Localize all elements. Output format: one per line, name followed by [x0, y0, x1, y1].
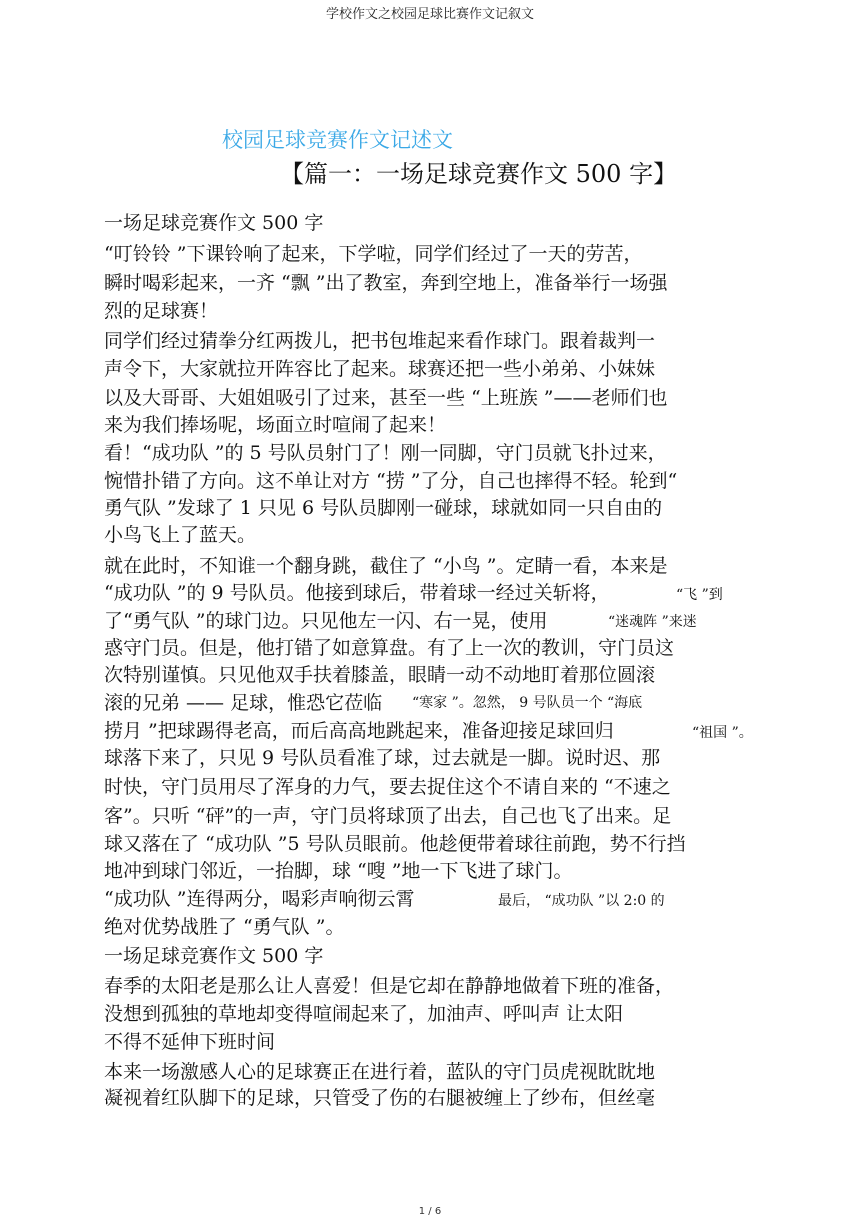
text-line: 一场足球竞赛作文 500 字	[104, 212, 324, 234]
text-line: 球落下来了，只见 9 号队员看准了球，过去就是一脚。说时迟、那	[104, 747, 661, 769]
text-line: 以及大哥哥、大姐姐吸引了过来，甚至一些 “上班族 ”——老师们也	[104, 387, 668, 409]
text-line: 客”。只听 “砰”的一声，守门员将球顶了出去，自己也飞了出来。足	[104, 805, 672, 827]
text-line: 来为我们捧场呢，场面立时喧闹了起来！	[104, 414, 447, 436]
section-subtitle: 【篇一：一场足球竞赛作文 500 字】	[280, 160, 678, 188]
text-line: 不得不延伸下班时间	[104, 1031, 276, 1053]
text-line: “成功队 ”连得两分，喝彩声响彻云霄	[104, 888, 415, 910]
text-line: 烈的足球赛！	[104, 300, 219, 322]
page-number: 1 / 6	[418, 1206, 442, 1217]
text-line: 声令下，大家就拉开阵容比了起来。球赛还把一些小弟弟、小妹妹	[104, 358, 656, 380]
text-line: 绝对优势战胜了 “勇气队 ”。	[104, 916, 345, 938]
text-line: 了“勇气队 ”的球门边。只见他左一闪、右一晃，使用	[104, 610, 548, 632]
text-line: 惑守门员。但是，他打错了如意算盘。有了上一次的教训，守门员这	[104, 637, 675, 659]
text-line: “叮铃铃 ”下课铃响了起来，下学啦，同学们经过了一天的劳苦，	[104, 243, 643, 265]
text-line: 地冲到球门邻近，一抬脚，球 “嗖 ”地一下飞进了球门。	[104, 860, 573, 882]
inline-small-text: “迷魂阵 ”来迷	[608, 614, 697, 630]
text-line: 次特别谨慎。只见他双手扶着膝盖，眼睛一动不动地盯着那位圆滚	[104, 664, 656, 686]
text-line: “成功队 ”的 9 号队员。他接到球后，带着球一经过关斩将，	[104, 582, 610, 604]
page-header: 学校作文之校园足球比赛作文记叙文	[325, 7, 534, 22]
text-line: 没想到孤独的草地却变得喧闹起来了，加油声、呼叫声 让太阳	[104, 1003, 624, 1025]
text-line: 惋惜扑错了方向。这不单让对方 “捞 ”了分，自己也摔得不轻。轮到“	[104, 470, 678, 492]
text-line: 本来一场激感人心的足球赛正在进行着，蓝队的守门员虎视眈眈地	[104, 1061, 656, 1083]
text-line: 同学们经过猜拳分红两拨儿，把书包堆起来看作球门。跟着裁判一	[104, 330, 656, 352]
text-line: 小鸟飞上了蓝天。	[104, 524, 257, 546]
text-line: 看！“成功队 ”的 5 号队员射门了！刚一同脚，守门员就飞扑过来，	[104, 442, 667, 464]
inline-small-text: “寒家 ”。忽然， 9 号队员一个 “海底	[412, 695, 643, 711]
text-line: 勇气队 ”发球了 1 只见 6 号队员脚刚一碰球，球就如同一只自由的	[104, 497, 663, 519]
text-line: 就在此时，不知谁一个翻身跳，截住了 “小鸟 ”。定睛一看，本来是	[104, 555, 668, 577]
text-line: 滚的兄弟 —— 足球，惟恐它莅临	[104, 692, 383, 714]
document-title: 校园足球竞赛作文记述文	[222, 128, 453, 152]
text-line: 捞月 ”把球踢得老高，而后高高地跳起来，准备迎接足球回归	[104, 720, 614, 742]
text-line: 瞬时喝彩起来，一齐 “飘 ”出了教室，奔到空地上，准备举行一场强	[104, 272, 668, 294]
inline-small-text: 最后， “成功队 ”以 2:0 的	[498, 893, 665, 909]
text-line: 凝视着红队脚下的足球，只管受了伤的右腿被缠上了纱布，但丝毫	[104, 1087, 656, 1109]
inline-small-text: “飞 ”到	[676, 587, 723, 603]
text-line: 一场足球竞赛作文 500 字	[104, 945, 324, 967]
text-line: 时快，守门员用尽了浑身的力气，要去捉住这个不请自来的 “不速之	[104, 776, 671, 798]
text-line: 春季的太阳老是那么让人喜爱！但是它却在静静地做着下班的准备，	[104, 975, 675, 997]
text-line: 球又落在了 “成功队 ”5 号队员眼前。他趁便带着球往前跑，势不行挡	[104, 833, 686, 855]
inline-small-text: “祖国 ”。	[692, 725, 753, 741]
